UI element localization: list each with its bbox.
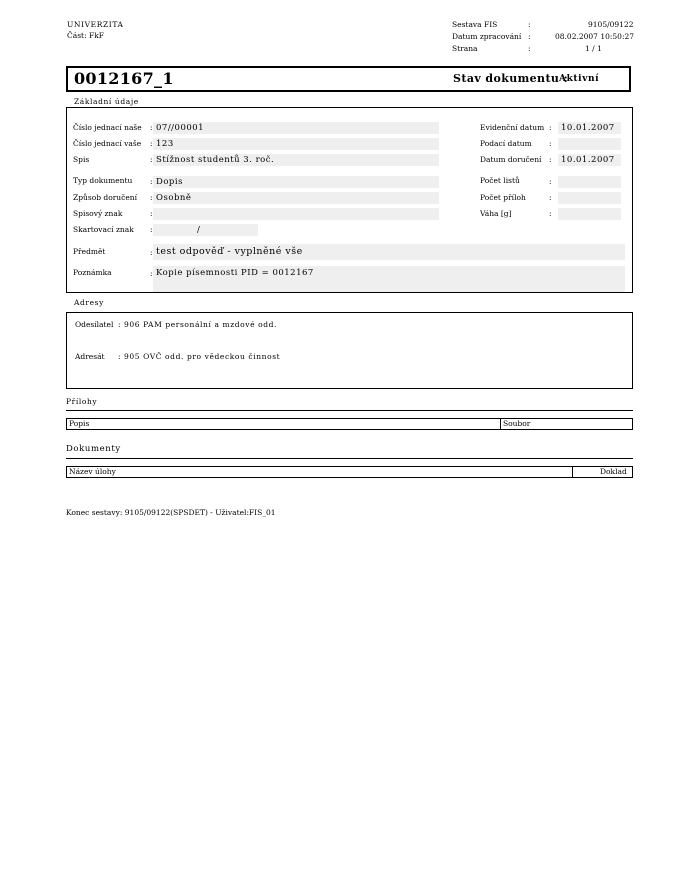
colon: : [549, 155, 552, 164]
column-divider [572, 466, 573, 478]
label-subject: Předmět [73, 247, 106, 256]
page-number: 1 / 1 [585, 44, 602, 53]
colon: : [549, 193, 552, 202]
organization-name: UNIVERZITA [67, 20, 124, 29]
report-footer: Konec sestavy: 9105/09122(SPSDET) - Uživatel:FIS_01 [66, 508, 276, 517]
col-description: Popis [69, 419, 90, 428]
label-sheet-count: Počet listů [480, 176, 520, 185]
colon: : [150, 248, 153, 257]
label-attachment-count: Počet příloh [480, 193, 526, 202]
col-document: Doklad [600, 467, 627, 476]
colon: : [150, 155, 153, 164]
colon: : [549, 123, 552, 132]
processed-value: 08.02.2007 10:50:27 [555, 32, 635, 41]
recipient-label: Adresát [75, 352, 105, 361]
label-delivery-date: Datum doručení [480, 155, 542, 164]
label-reg-date: Evidenční datum [480, 123, 545, 132]
field-file-mark [153, 208, 439, 220]
field-your-ref: 123 [153, 138, 439, 150]
organization-part: Část: FkF [67, 31, 104, 40]
field-note: Kopie písemnosti PID = 0012167 [153, 266, 625, 292]
field-reg-date: 10.01.2007 [558, 122, 621, 134]
colon: : [150, 193, 153, 202]
page-colon: : [528, 44, 531, 53]
col-file: Soubor [503, 419, 531, 428]
field-doc-type: Dopis [153, 176, 439, 188]
label-doc-type: Typ dokumentu [73, 176, 133, 185]
col-task-name: Název úlohy [69, 467, 116, 476]
field-weight [558, 208, 621, 220]
document-state-value: Aktivní [559, 74, 600, 84]
colon: : [549, 209, 552, 218]
colon: : [150, 123, 153, 132]
label-shred-mark: Skartovací znak [73, 225, 134, 234]
label-your-ref: Číslo jednací vaše [73, 139, 142, 148]
sender-label: Odesílatel [75, 320, 114, 329]
addresses-section-title: Adresy [74, 298, 104, 307]
colon: : [150, 269, 153, 278]
basic-section-title: Základní údaje [74, 97, 139, 106]
documents-divider [66, 458, 633, 459]
colon: : [118, 320, 121, 329]
label-delivery: Způsob doručení [73, 193, 137, 202]
sender-value: 906 PAM personální a mzdové odd. [124, 320, 278, 329]
report-colon: : [528, 20, 531, 29]
field-attachment-count [558, 192, 621, 204]
label-submit-date: Podací datum [480, 139, 532, 148]
report-value: 9105/09122 [588, 20, 634, 29]
documents-section-title: Dokumenty [66, 444, 121, 454]
label-file-mark: Spisový znak [73, 209, 123, 218]
colon: : [150, 209, 153, 218]
label-note: Poznámka [73, 268, 112, 277]
label-file: Spis [73, 155, 90, 164]
page-label: Strana [452, 44, 478, 53]
field-delivery: Osobně [153, 192, 439, 204]
recipient-value: 905 OVČ odd. pro vědeckou činnost [124, 352, 281, 361]
colon: : [549, 177, 552, 186]
label-weight: Váha [g] [480, 209, 512, 218]
field-subject: test odpověď - vyplněné vše [153, 244, 625, 260]
field-file: Stížnost studentů 3. roč. [153, 154, 439, 166]
attachments-table-header [66, 418, 633, 430]
label-our-ref: Číslo jednací naše [73, 123, 142, 132]
field-submit-date [558, 138, 621, 150]
report-label: Sestava FIS [452, 20, 498, 29]
field-sheet-count [558, 176, 621, 188]
documents-table-header [66, 466, 633, 478]
colon: : [150, 139, 153, 148]
field-shred-mark: / [153, 224, 258, 236]
document-id: 0012167_1 [74, 69, 174, 88]
colon: : [118, 352, 121, 361]
attachments-section-title: Přílohy [66, 397, 98, 406]
processed-label: Datum zpracování [452, 32, 522, 41]
colon: : [549, 139, 552, 148]
processed-colon: : [528, 32, 531, 41]
document-state-label: Stav dokumentu : [453, 72, 569, 85]
colon: : [150, 225, 153, 234]
field-delivery-date: 10.01.2007 [558, 154, 621, 166]
colon: : [150, 177, 153, 186]
field-our-ref: 07//00001 [153, 122, 439, 134]
attachments-divider [66, 410, 633, 411]
